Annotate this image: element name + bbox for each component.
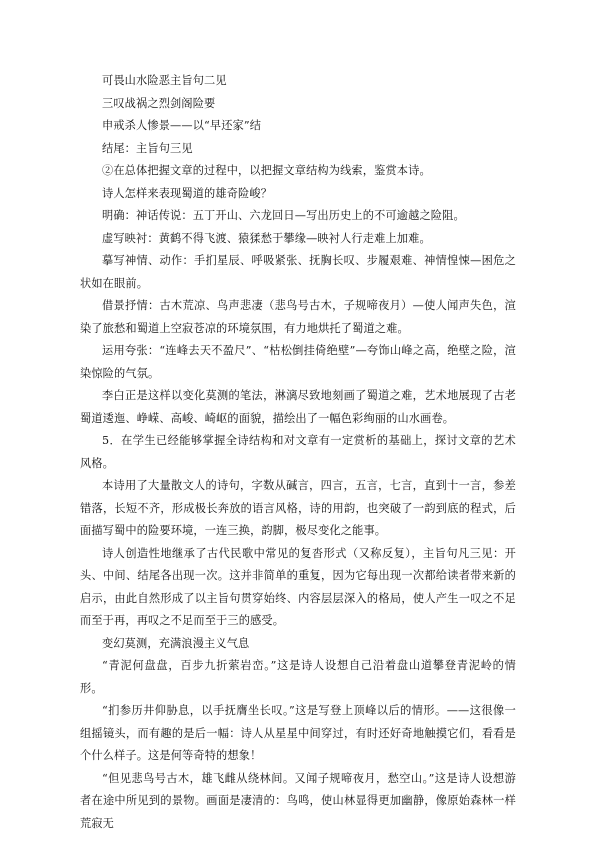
paragraph: “青泥何盘盘，百步九折萦岩峦。”这是诗人设想自己沿着盘山道攀登青泥岭的情形。 [80,659,516,695]
paragraph: ②在总体把握文章的过程中，以把握文章结构为线索，鉴赏本诗。 [102,164,431,177]
paragraph: 虚写映衬：黄鹤不得飞渡、猿猱愁于攀缘—映衬人行走难上加难。 [102,231,431,245]
paragraph: “但见悲鸟号古木，雄飞雌从绕林间。又闻子规啼夜月，愁空山。”这是诗人设想游者在途中所见到的景物。画面是凄清的：鸟鸣，使山林显得更加幽静，像原始森林一样荒寂无 [80,771,516,830]
paragraph: 可畏山水险恶主旨句二见 [102,74,227,87]
paragraph: “扪参历井仰胁息，以手抚膺坐长叹。”这是写登上顶峰以后的情形。——这很像一组摇镜头，而有趣的是后一幅：诗人从星星中间穿过，有时还好奇地触摸它们，看看是个什么样子。这是何等奇特的想象！ [80,704,516,762]
paragraph: 5．在学生已经能够掌握全诗结构和对文章有一定赏析的基础上，探讨文章的艺术风格。 [80,434,516,470]
paragraph: 摹写神情、动作：手扪星辰、呼吸紧张、抚胸长叹、步履艰难、神情惶悚—困危之状如在眼前。 [80,254,516,290]
paragraph: 结尾：主旨句三见 [102,141,193,155]
paragraph: 变幻莫测，充满浪漫主义气息 [102,636,250,650]
paragraph: 诗人创造性地继承了古代民歌中常见的复沓形式（又称反复），主旨句凡三见：开头、中间、结尾各出现一次。这并非简单的重复，因为它每出现一次都给读者带来新的启示，由此自然形成了以主旨句贯穿始终、内容层层深入的格局，使人产生一叹之不足而至于再，再叹之不足而至于三的感受。 [80,546,516,627]
paragraph: 申戒杀人惨景——以“早还家”结 [102,119,262,132]
paragraph: 李白正是这样以变化莫测的笔法，淋漓尽致地刻画了蜀道之难，艺术地展现了古老蜀道逶迤、峥嵘、高峻、崎岖的面貌，描绘出了一幅色彩绚丽的山水画卷。 [80,389,516,425]
paragraph: 本诗用了大量散文人的诗句，字数从碱言，四言，五言，七言，直到十一言，参差错落，长短不齐，形成极长奔放的语言风格，诗的用韵，也突破了一韵到底的程式，后面描写蜀中的险要环境，一连三换，韵脚，极尽变化之能事。 [80,479,516,537]
document-body [80,70,516,835]
paragraph: 运用夸张：“连峰去天不盈尺”、“枯松倒挂倚绝壁”—夸饰山峰之高，绝壁之险，渲染惊险的气氛。 [80,344,516,380]
paragraph: 借景抒情：古木荒凉、鸟声悲凄（悲鸟号古木，子规啼夜月）—使人闻声失色，渲染了旅愁和蜀道上空寂苍凉的环境氛围，有力地烘托了蜀道之难。 [80,299,516,335]
paragraph: 三叹战祸之烈剑阁险要 [102,96,216,110]
paragraph: 明确：神话传说：五丁开山、六龙回日—写出历史上的不可逾越之险阻。 [102,209,465,222]
paragraph: 诗人怎样来表现蜀道的雄奇险峻？ [102,186,273,200]
